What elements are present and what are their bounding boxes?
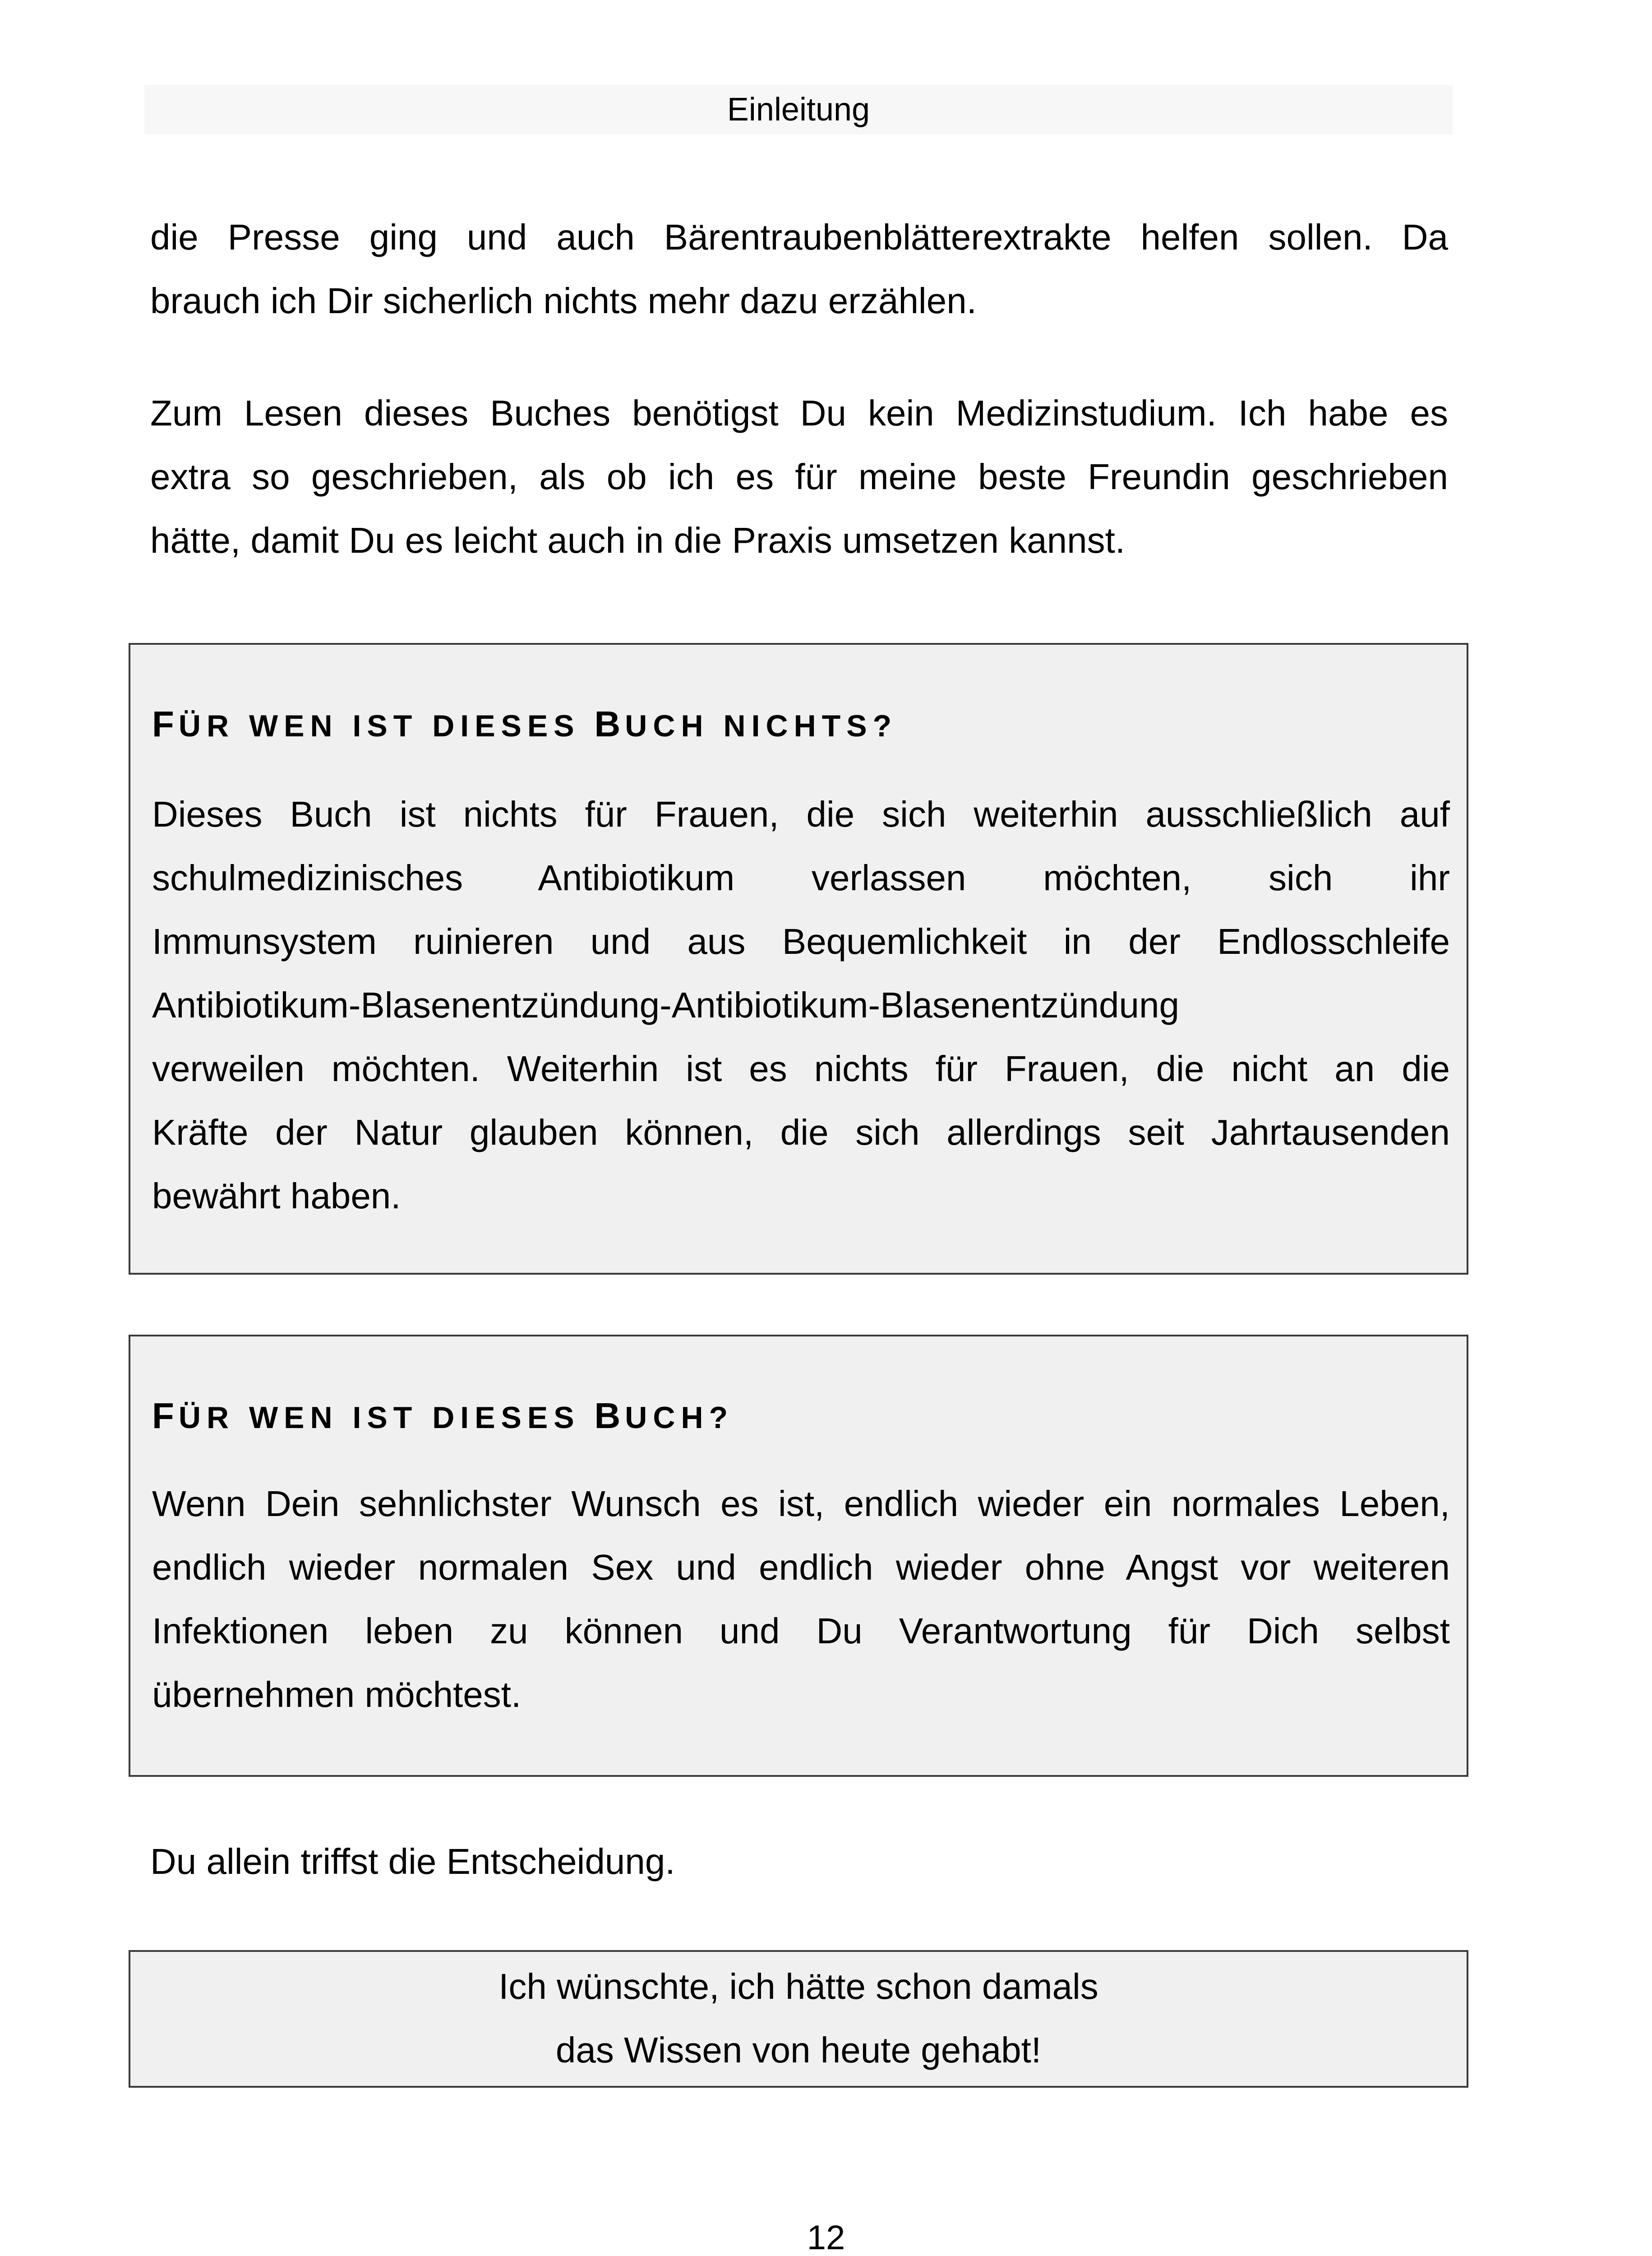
intro-paragraph-2-line-3: hätte, damit Du es leicht auch in die Praxis umsetzen kannst.: [150, 520, 1126, 560]
decision-sentence: Du allein triffst die Entscheidung.: [150, 1841, 675, 1882]
box-not-for-whom-heading: [152, 703, 897, 745]
box-for-whom-heading: [152, 1395, 734, 1437]
intro-paragraph-1: [150, 205, 1448, 333]
box-for-whom-line-1: Wenn Dein sehnlichster Wunsch es ist, endlich wieder ein normales Leben,: [152, 1484, 1450, 1524]
intro-paragraph-2-line-1: Zum Lesen dieses Buches benötigst Du kein Medizinstudium. Ich habe es: [150, 393, 1448, 433]
box-not-for-whom-line-5: verweilen möchten. Weiterhin ist es nichts für Frauen, die nicht an die: [152, 1049, 1450, 1089]
box-not-for-whom-text: [152, 782, 1450, 1228]
box-for-whom-line-2: endlich wieder normalen Sex und endlich wieder ohne Angst vor weiteren: [152, 1547, 1450, 1587]
page-number: 12: [807, 2219, 845, 2256]
box-not-for-whom-line-2: schulmedizinisches Antibiotikum verlassen möchten, sich ihr: [152, 858, 1450, 898]
box-for-whom: [129, 1335, 1468, 1777]
heading-cap-f: F: [152, 1396, 179, 1436]
heading-cap-b: B: [594, 704, 625, 744]
heading-cap-f: F: [152, 704, 179, 744]
intro-paragraph-1-line-1: die Presse ging und auch Bärentraubenblätterextrakte helfen sollen. Da: [150, 217, 1448, 257]
intro-paragraph-2-line-2: extra so geschrieben, als ob ich es für meine beste Freundin geschrieben: [150, 457, 1448, 497]
box-for-whom-line-3: Infektionen leben zu können und Du Verantwortung für Dich selbst: [152, 1611, 1450, 1651]
quote-line-1: Ich wünschte, ich hätte schon damals: [498, 1966, 1098, 2006]
heading-text-1: ÜR WEN IST DIESES: [178, 1401, 595, 1435]
running-header-title: Einleitung: [727, 92, 870, 128]
intro-paragraph-1-line-2: brauch ich Dir sicherlich nichts mehr dazu erzählen.: [150, 281, 977, 321]
quote-box: [129, 1950, 1468, 2088]
box-not-for-whom-line-3: Immunsystem ruinieren und aus Bequemlichkeit in der Endlosschleife: [152, 921, 1450, 962]
box-not-for-whom-line-6: Kräfte der Natur glauben können, die sich allerdings seit Jahrtausenden: [152, 1112, 1450, 1152]
quote-line-2: das Wissen von heute gehabt!: [555, 2030, 1042, 2070]
box-not-for-whom-line-4: Antibiotikum-Blasenentzündung-Antibiotikum-Blasenentzündung: [152, 985, 1179, 1025]
heading-text-2: UCH?: [625, 1401, 734, 1435]
heading-text-2: UCH NICHTS?: [625, 709, 898, 743]
box-for-whom-line-4: übernehmen möchtest.: [152, 1674, 521, 1715]
box-for-whom-text: [152, 1472, 1450, 1726]
box-not-for-whom: [129, 643, 1468, 1275]
heading-text-1: ÜR WEN IST DIESES: [178, 709, 595, 743]
box-not-for-whom-line-1: Dieses Buch ist nichts für Frauen, die sich weiterhin ausschließlich auf: [152, 794, 1450, 834]
heading-cap-b: B: [594, 1396, 625, 1436]
intro-paragraph-2: [150, 381, 1448, 572]
box-not-for-whom-line-7: bewährt haben.: [152, 1176, 401, 1216]
